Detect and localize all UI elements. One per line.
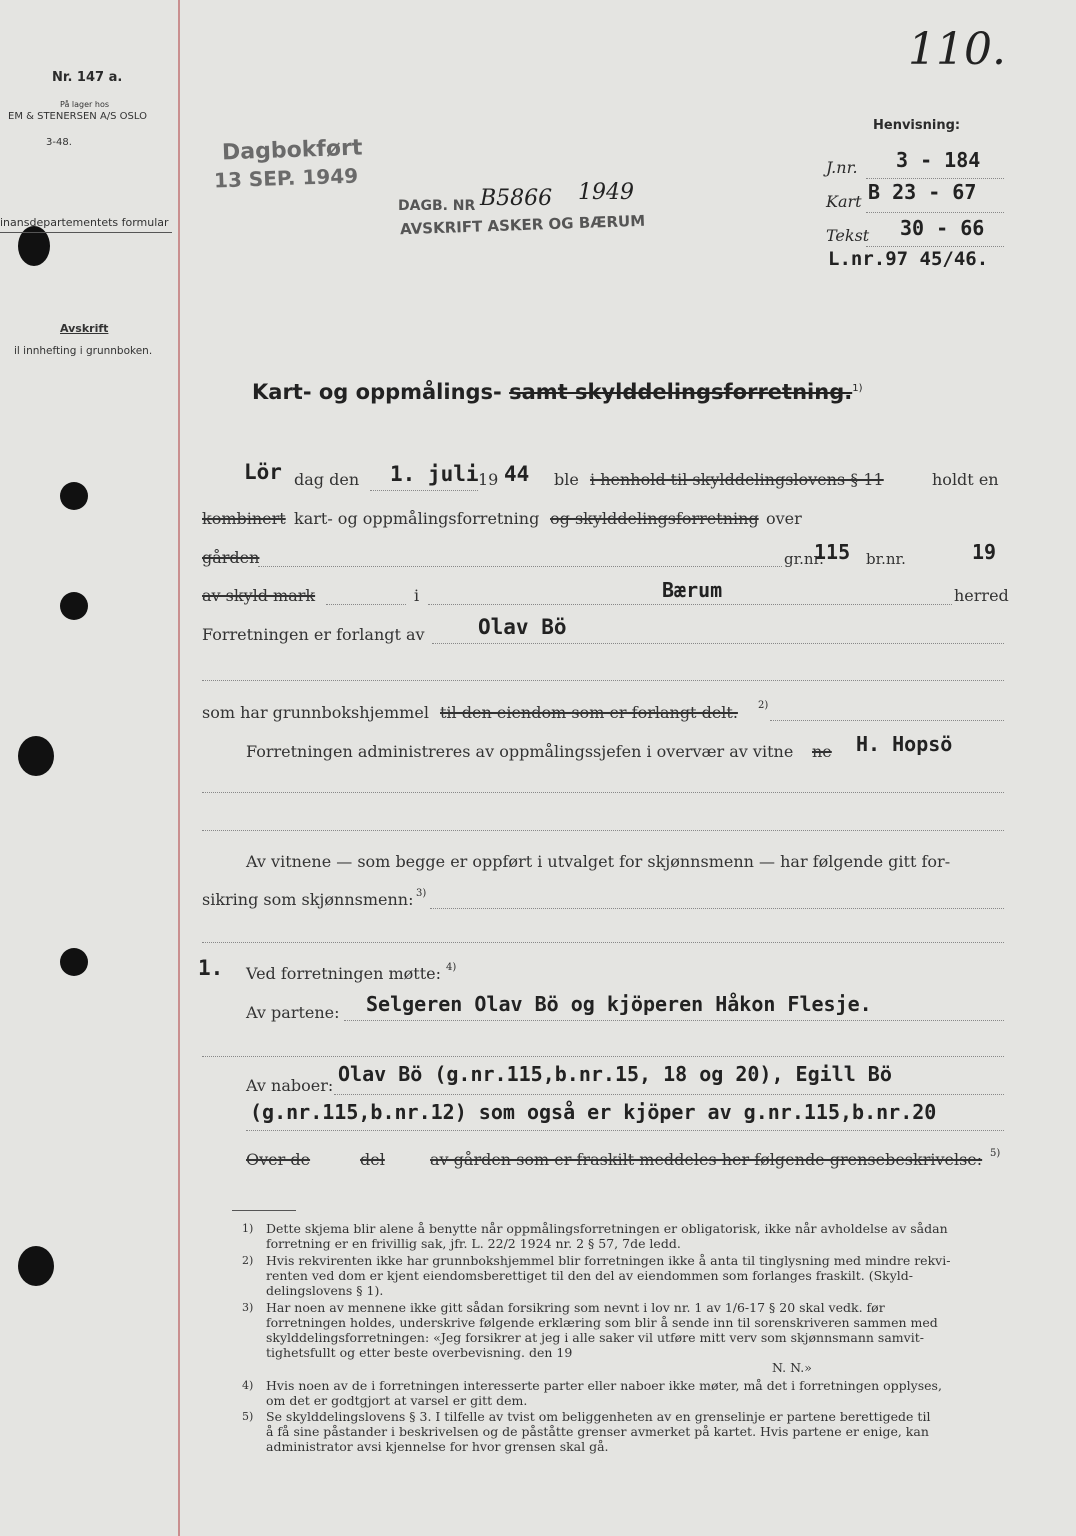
hjemmel-label: som har grunnbokshjemmel [202, 703, 429, 722]
footnote-line: administrator avsi kjennelse for hvor grensen skal gå. [266, 1439, 609, 1454]
partene-label: Av partene: [246, 1003, 340, 1022]
dagb-nr-value: B5866 [480, 186, 553, 211]
footnote-line: tighetsfullt og etter beste overbevisning. den 19 [266, 1345, 573, 1360]
footnote-line: Dette skjema blir alene å benytte når oppmålingsforretningen er obligatorisk, ikke når avholdelse av sådan [266, 1221, 948, 1236]
footnote-number: 1) [242, 1222, 254, 1235]
grnr-label: gr.nr. [784, 550, 824, 568]
kart-value: B 23 - 67 [868, 180, 977, 204]
struck-over-de: Over de [246, 1150, 311, 1169]
page-number: 110. [908, 24, 1006, 75]
title-struck: samt skylddelingsforretning. [509, 380, 853, 404]
footnote-line: Hvis noen av de i forretningen interesserte parter eller naboer ikke møter, må det i forretningen opplyses, [266, 1378, 942, 1393]
year-prefix: 19 [478, 470, 499, 489]
ble-label: ble [554, 470, 579, 489]
naboer-line1: Olav Bö (g.nr.115,b.nr.15, 18 og 20), Egill Bö [338, 1062, 892, 1086]
publisher-line1: På lager hos [60, 100, 109, 109]
dagb-nr-label: DAGB. NR [398, 198, 476, 214]
vitne-footnote-ref: 3) [416, 888, 427, 899]
i-label: i [414, 586, 420, 605]
lnr-value: L.nr.97 45/46. [828, 248, 989, 270]
footnote-line: Hvis rekvirenten ikke har grunnbokshjemmel blir forretningen ikke å anta til tinglysning med mindre rekvi- [266, 1253, 951, 1268]
day-value: Lör [244, 460, 282, 484]
struck-kombinert: kombinert [202, 509, 286, 528]
forlangt-value: Olav Bö [478, 615, 567, 639]
punch-hole [60, 948, 88, 976]
grense-footnote-ref: 5) [990, 1148, 1001, 1159]
dagbokfort-stamp: Dagbokført [221, 135, 363, 166]
punch-hole [18, 1246, 54, 1286]
struck-av-skyld: av skyld mark [202, 586, 316, 605]
footnote-number: 3) [242, 1301, 254, 1314]
brnr-label: br.nr. [866, 550, 906, 568]
admin-label: Forretningen administreres av oppmålingssjefen i overvær av vitne [246, 742, 794, 761]
struck-henhold: i henhold til skylddelingslovens § 11 [590, 470, 884, 489]
footnote-number: 5) [242, 1410, 254, 1423]
over-label: over [766, 509, 802, 528]
year-suffix: 44 [504, 462, 530, 486]
forlangt-label: Forretningen er forlangt av [202, 625, 425, 644]
avskrift-note: il innhefting i grunnboken. [14, 345, 153, 357]
footnote-line: om det er godtgjort at varsel er gitt dem. [266, 1393, 528, 1408]
tekst-label: Tekst [826, 226, 870, 245]
motte-footnote-ref: 4) [446, 962, 457, 973]
naboer-label: Av naboer: [246, 1076, 334, 1095]
dagbokfort-date: 13 SEP. 1949 [213, 163, 359, 193]
struck-hjemmel: til den eiendom som er forlangt delt. [440, 703, 738, 722]
holdt-en-label: holdt en [932, 470, 999, 489]
footnote-line: skylddelingsforretningen: «Jeg forsikrer at jeg i alle saker vil utføre mitt verv som skjønnsmann samvit- [266, 1330, 924, 1345]
struck-ne: ne [812, 742, 832, 761]
footnote-line: renten ved dom er kjent eiendomsberettiget til den del av eiendommen som forlanges fraskilt. (Skyld- [266, 1268, 914, 1283]
date-value: 1. juli [390, 462, 479, 486]
footnote-line: delingslovens § 1). [266, 1283, 384, 1298]
motte-label: Ved forretningen møtte: [246, 964, 441, 983]
struck-grense: av gården som er fraskilt meddeles her følgende grensebeskrivelse: [430, 1150, 983, 1169]
footnote-line: forretning er en frivillig sak, jfr. L. 22/2 1924 nr. 2 § 57, 7de ledd. [266, 1236, 681, 1251]
naboer-line2: (g.nr.115,b.nr.12) som også er kjöper av g.nr.115,b.nr.20 [250, 1100, 937, 1124]
footnote-line: Har noen av mennene ikke gitt sådan forsikring som nevnt i lov nr. 1 av 1/6-17 § 20 skal vedk. før [266, 1300, 885, 1315]
henvisning-title: Henvisning: [873, 118, 961, 133]
punch-hole [60, 482, 88, 510]
jnr-value: 3 - 184 [896, 148, 981, 172]
kart-label: Kart [826, 192, 862, 211]
footnote-number: 4) [242, 1379, 254, 1392]
punch-hole [18, 736, 54, 776]
struck-del: del [360, 1150, 385, 1169]
title-footnote-ref: 1) [852, 383, 863, 394]
footnote-rule [232, 1210, 296, 1211]
herred-label: herred [954, 586, 1009, 605]
footnote-line: N. N.» [772, 1360, 812, 1375]
publisher-line2: EM & STENERSEN A/S OSLO [8, 111, 147, 122]
margin-divider [0, 232, 172, 233]
avskrift-office-stamp: AVSKRIFT ASKER OG BÆRUM [399, 211, 646, 239]
dag-den-label: dag den [294, 470, 360, 489]
vitne-line2: sikring som skjønnsmenn: [202, 890, 414, 909]
form-number: Nr. 147 a. [52, 70, 123, 85]
struck-garden: gården [202, 548, 260, 567]
dagb-year: 1949 [578, 180, 634, 205]
margin-rule [178, 0, 180, 1536]
title-main: Kart- og oppmålings- [252, 380, 502, 404]
form-title [252, 380, 862, 404]
edition: 3-48. [46, 137, 72, 148]
footnote-line: forretningen holdes, underskrive følgende erklæring som blir å sende inn til sorenskriveren sammen med [266, 1315, 938, 1330]
hjemmel-footnote-ref: 2) [758, 700, 769, 711]
struck-og-skyld: og skylddelingsforretning [550, 509, 759, 528]
tekst-value: 30 - 66 [900, 216, 985, 240]
ministry-formular: inansdepartementets formular [0, 216, 169, 229]
footnote-line: å få sine påstander i beskrivelsen og de påståtte grenser avmerket på kartet. Hvis partene er enige, kan [266, 1424, 929, 1439]
grnr-value: 115 [814, 540, 851, 564]
footnote-line: Se skylddelingslovens § 3. I tilfelle av tvist om beliggenheten av en grenselinje er partene berettigede til [266, 1409, 931, 1424]
partene-value: Selgeren Olav Bö og kjöperen Håkon Flesje. [366, 992, 872, 1016]
avskrift-label: Avskrift [60, 322, 109, 335]
punch-hole [60, 592, 88, 620]
item-number: 1. [198, 956, 224, 980]
vitne-line1: Av vitnene — som begge er oppført i utvalget for skjønnsmenn — har følgende gitt for- [246, 852, 951, 871]
brnr-value: 19 [972, 540, 997, 564]
herred-value: Bærum [662, 578, 723, 602]
jnr-label: J.nr. [826, 158, 858, 177]
admin-value: H. Hopsö [856, 732, 953, 756]
kart-og-label: kart- og oppmålingsforretning [294, 509, 540, 528]
footnote-number: 2) [242, 1254, 254, 1267]
